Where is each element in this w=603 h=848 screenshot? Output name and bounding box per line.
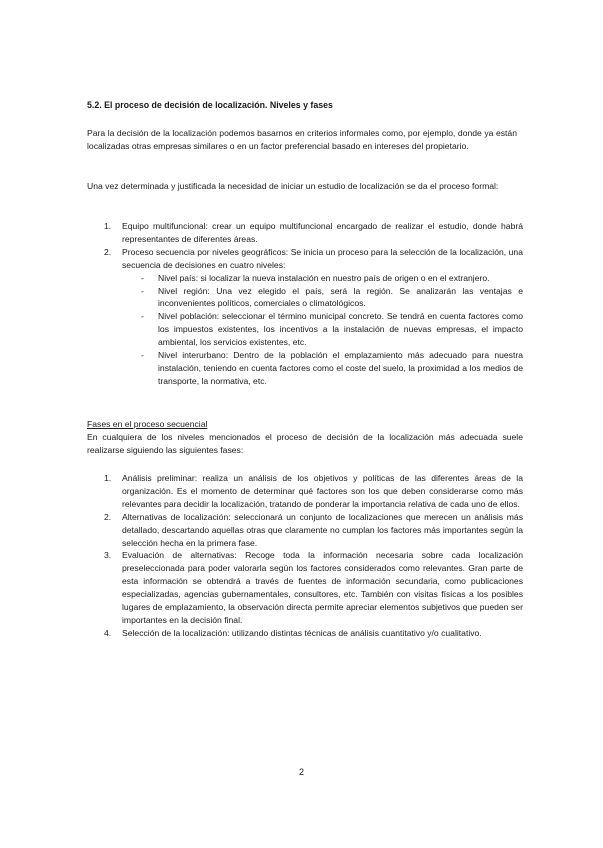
sublist-item-text: Nivel población: seleccionar el término municipal concreto. Se tendrá en cuenta factores como los impuestos existentes, los incentivos a la instalación de nuevas empresas, el impacto ambiental, los servicios existentes, etc. <box>158 311 523 348</box>
sublist-item <box>122 310 523 349</box>
list-number: 2. <box>104 246 112 257</box>
list-number: 2. <box>104 511 112 522</box>
list-item <box>102 511 523 550</box>
sublist-item <box>122 349 523 388</box>
sublist-item <box>122 285 523 311</box>
list-item <box>102 472 523 511</box>
list-number: 1. <box>104 221 112 231</box>
list-item-text: Análisis preliminar: realiza un análisis de los objetivos y políticas de las diferentes áreas de la organización. Es el momento de determinar qué factores son los que deben considerarse como más relevantes para decidir la localización, tratando de ponderar la importancia relativa de cada uno de ellos. <box>122 473 523 509</box>
list-item-text: Alternativas de localización: seleccionará un conjunto de localizaciones que merecen un análisis más detallado, descartando aquellas otras que claramente no cumplan los factores más importantes según la selección hecha en la primera fase. <box>122 511 523 548</box>
list-item <box>102 627 523 640</box>
dash-bullet: - <box>141 272 144 283</box>
list-item-text: Proceso secuencia por niveles geográficos: Se inicia un proceso para la selección de la localización, una secuencia de decisiones en cuatro niveles: <box>122 246 523 270</box>
intro-paragraph-2: Una vez determinada y justificada la necesidad de iniciar un estudio de localización se da el proceso formal: <box>87 181 499 191</box>
dash-bullet: - <box>141 311 144 322</box>
sublist-item-text: Nivel interurbano: Dentro de la población el emplazamiento más adecuado para nuestra instalación, teniendo en cuenta factores como el coste del suelo, la proximidad a los medios de transporte, la normativa, etc. <box>158 350 523 386</box>
list-number: 4. <box>104 627 112 638</box>
page-number: 2 <box>298 767 304 777</box>
list-item-text: Selección de la localización: utilizando distintas técnicas de análisis cuantitativo y/o cualitativo. <box>122 627 482 638</box>
list-number: 1. <box>104 473 112 483</box>
list-number: 3. <box>104 550 112 561</box>
levels-sublist <box>122 272 523 388</box>
phases-paragraph: En cualquiera de los niveles mencionados el proceso de decisión de la localización más adecuada suele realizarse siguiendo las siguientes fases: <box>87 432 523 455</box>
intro-paragraph: Para la decisión de la localización podemos basarnos en criterios informales como, por ejemplo, donde ya están localizadas otras empresas similares o en un factor preferencial basado en intereses del propietario. <box>87 128 517 151</box>
phases-subtitle: Fases en el proceso secuencial <box>87 419 208 429</box>
list-item <box>102 220 523 246</box>
list-item-text: Equipo multifuncional: crear un equipo multifuncional encargado de realizar el estudio, donde habrá representantes de diferentes áreas. <box>122 221 523 244</box>
sublist-item-text: Nivel región: Una vez elegido el país, será la región. Se analizarán las ventajas e inconvenientes políticos, comerciales o climatológicos. <box>158 285 523 309</box>
process-list <box>102 220 523 388</box>
dash-bullet: - <box>141 285 144 296</box>
sublist-item-text: Nivel país: si localizar la nueva instalación en nuestro país de origen o en el extranjero. <box>158 272 490 283</box>
list-item <box>102 549 523 626</box>
section-heading: 5.2. El proceso de decisión de localización. Niveles y fases <box>87 100 333 110</box>
dash-bullet: - <box>141 350 144 361</box>
phases-list <box>102 472 523 640</box>
list-item <box>102 246 523 388</box>
list-item-text: Evaluación de alternativas: Recoge toda la información necesaria sobre cada localización preseleccionada para poder valorarla según los factores considerados como relevantes. Gran parte de esta información se obtendrá a través de fuentes de información secundaria, como publicaciones especializadas, agencias gubernamentales, consultores, etc. También con visitas físicas a los posibles lugares de emplazamiento, la observación directa permite apreciar elementos subjetivos que pueden ser importantes en la decisión final. <box>122 550 523 625</box>
sublist-item <box>122 272 523 285</box>
